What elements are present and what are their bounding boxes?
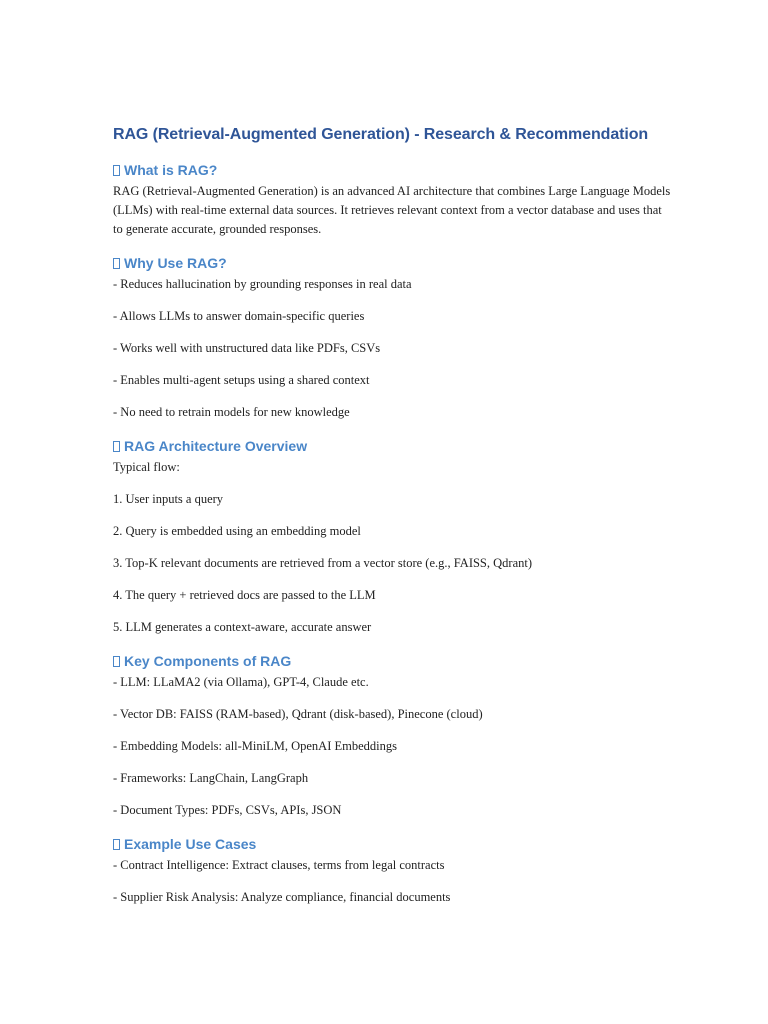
section-what-is-rag (113, 160, 673, 239)
bullet-list (113, 673, 673, 820)
list-item: - Vector DB: FAISS (RAM-based), Qdrant (disk-based), Pinecone (cloud) (113, 707, 483, 721)
section-heading (113, 651, 673, 671)
list-item: - Contract Intelligence: Extract clauses, terms from legal contracts (113, 858, 445, 872)
list-item: - LLM: LLaMA2 (via Ollama), GPT-4, Claude etc. (113, 675, 369, 689)
document-page (113, 124, 673, 921)
list-item: - Embedding Models: all-MiniLM, OpenAI Embeddings (113, 739, 397, 753)
list-item: - No need to retrain models for new knowledge (113, 405, 350, 419)
emoji-icon (113, 441, 120, 452)
list-item: 3. Top-K relevant documents are retrieved from a vector store (e.g., FAISS, Qdrant) (113, 556, 533, 570)
section-heading-text: RAG Architecture Overview (124, 438, 308, 454)
section-heading-text: Key Components of RAG (124, 653, 292, 669)
section-heading-text: Why Use RAG? (124, 255, 227, 271)
numbered-list (113, 490, 673, 637)
list-item: - Supplier Risk Analysis: Analyze compliance, financial documents (113, 890, 451, 904)
list-item: 2. Query is embedded using an embedding model (113, 524, 361, 538)
section-heading (113, 160, 673, 180)
list-item: - Allows LLMs to answer domain-specific queries (113, 309, 365, 323)
emoji-icon (113, 839, 120, 850)
bullet-list (113, 275, 673, 422)
section-example-use-cases (113, 834, 673, 907)
list-item: - Document Types: PDFs, CSVs, APIs, JSON (113, 803, 342, 817)
section-why-use-rag (113, 253, 673, 422)
paragraph: RAG (Retrieval-Augmented Generation) is an advanced AI architecture that combines Large Language Models (LLMs) with real-time external data sources. It retrieves relevant context from a vector database and uses that to generate accurate, grounded responses. (113, 184, 671, 236)
section-heading (113, 834, 673, 854)
list-item: - Enables multi-agent setups using a shared context (113, 373, 370, 387)
document-title: RAG (Retrieval-Augmented Generation) - Research & Recommendation (113, 126, 649, 143)
emoji-icon (113, 656, 120, 667)
list-item: - Reduces hallucination by grounding responses in real data (113, 277, 412, 291)
list-item: 1. User inputs a query (113, 492, 224, 506)
emoji-icon (113, 165, 120, 176)
section-heading-text: Example Use Cases (124, 836, 257, 852)
list-item: 4. The query + retrieved docs are passed to the LLM (113, 588, 376, 602)
section-heading (113, 253, 673, 273)
section-key-components (113, 651, 673, 820)
section-heading-text: What is RAG? (124, 162, 218, 178)
bullet-list (113, 856, 673, 907)
emoji-icon (113, 258, 120, 269)
section-heading (113, 436, 673, 456)
list-item: - Works well with unstructured data like PDFs, CSVs (113, 341, 381, 355)
list-item: - Frameworks: LangChain, LangGraph (113, 771, 309, 785)
list-item: 5. LLM generates a context-aware, accurate answer (113, 620, 372, 634)
section-architecture-overview (113, 436, 673, 637)
paragraph-intro: Typical flow: (113, 460, 180, 474)
